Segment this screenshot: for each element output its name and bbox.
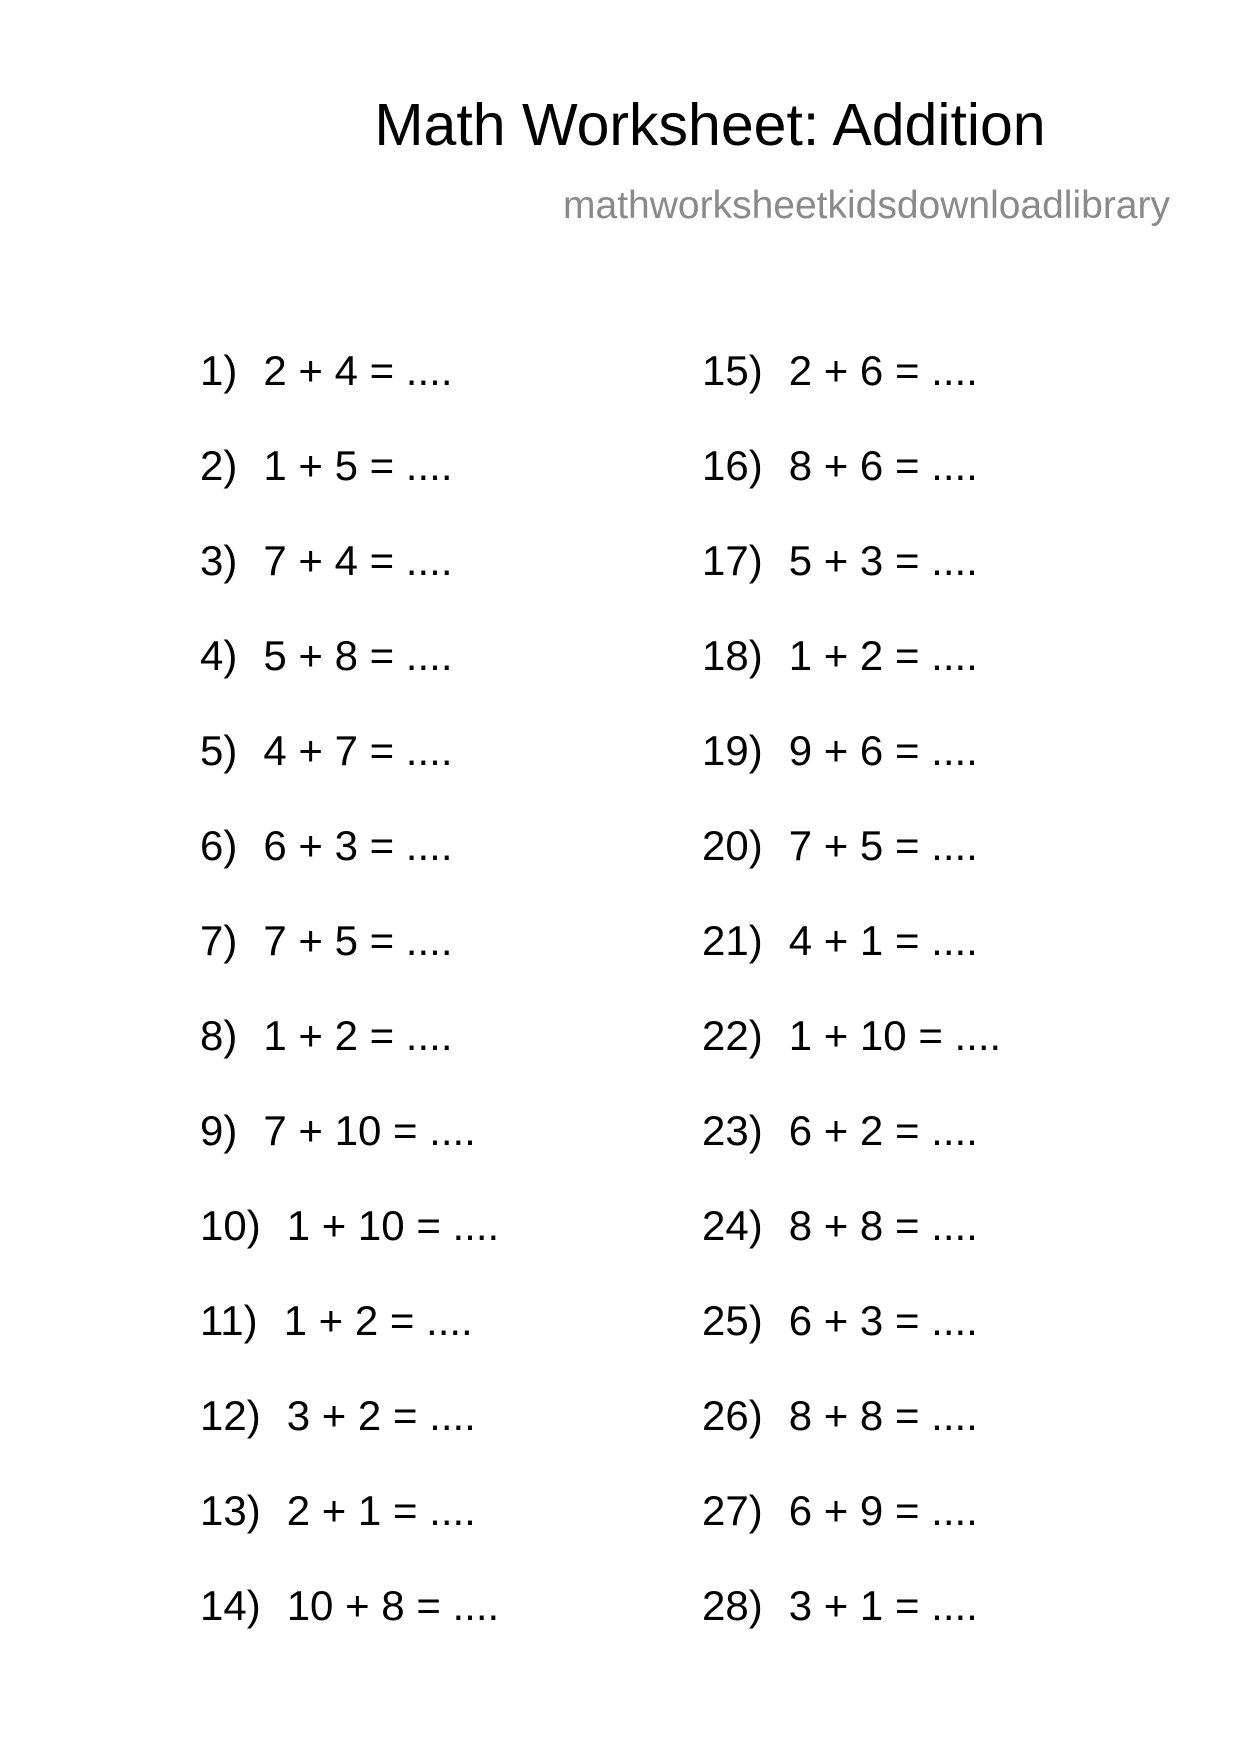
problem-28 (702, 1582, 1001, 1680)
problem-number: 1) (200, 347, 238, 394)
problem-15 (702, 347, 1001, 445)
problem-expression: 6 + 9 = .... (788, 1487, 978, 1534)
problem-number: 9) (200, 1107, 238, 1154)
problem-27 (702, 1487, 1001, 1585)
worksheet-title: Math Worksheet: Addition (374, 92, 1046, 158)
problem-expression: 3 + 1 = .... (788, 1582, 978, 1629)
problem-column-left (200, 347, 500, 1680)
problem-expression: 5 + 8 = .... (263, 632, 453, 679)
problem-number: 26) (702, 1392, 763, 1439)
problem-10 (200, 1202, 500, 1300)
problem-number: 3) (200, 537, 238, 584)
problem-16 (702, 442, 1001, 540)
problem-expression: 1 + 2 = .... (788, 632, 978, 679)
problem-number: 4) (200, 632, 238, 679)
worksheet-subtitle: mathworksheetkidsdownloadlibrary (563, 184, 1170, 227)
problem-24 (702, 1202, 1001, 1300)
problem-19 (702, 727, 1001, 825)
problem-expression: 2 + 4 = .... (263, 347, 453, 394)
problem-expression: 1 + 2 = .... (263, 1012, 453, 1059)
problem-column-right (702, 347, 1002, 1680)
problem-4 (200, 632, 499, 730)
problem-expression: 9 + 6 = .... (788, 727, 978, 774)
problem-expression: 6 + 3 = .... (788, 1297, 978, 1344)
problem-9 (200, 1107, 499, 1205)
problem-expression: 1 + 5 = .... (263, 442, 453, 489)
problem-number: 7) (200, 917, 238, 964)
problem-number: 6) (200, 822, 238, 869)
problem-expression: 2 + 6 = .... (788, 347, 978, 394)
problem-expression: 7 + 10 = .... (263, 1107, 476, 1154)
problem-number: 20) (702, 822, 763, 869)
problem-3 (200, 537, 499, 635)
problem-21 (702, 917, 1001, 1015)
problem-expression: 7 + 5 = .... (263, 917, 453, 964)
problem-number: 17) (702, 537, 763, 584)
problem-14 (200, 1582, 500, 1680)
problem-number: 19) (702, 727, 763, 774)
problem-number: 2) (200, 442, 238, 489)
problem-12 (200, 1392, 499, 1490)
problem-number: 10) (200, 1202, 261, 1249)
problem-13 (200, 1487, 499, 1585)
problem-number: 11) (200, 1297, 258, 1344)
problem-expression: 7 + 4 = .... (263, 537, 453, 584)
problem-23 (702, 1107, 1001, 1205)
problem-number: 12) (200, 1392, 261, 1439)
problem-expression: 8 + 8 = .... (788, 1392, 978, 1439)
problem-6 (200, 822, 499, 920)
problem-7 (200, 917, 499, 1015)
problem-2 (200, 442, 499, 540)
problem-number: 25) (702, 1297, 763, 1344)
problem-number: 15) (702, 347, 763, 394)
problem-number: 18) (702, 632, 763, 679)
problem-expression: 3 + 2 = .... (286, 1392, 476, 1439)
problem-expression: 10 + 8 = .... (286, 1582, 500, 1629)
problem-number: 28) (702, 1582, 763, 1629)
problem-25 (702, 1297, 1001, 1395)
problem-expression: 8 + 6 = .... (788, 442, 978, 489)
problem-expression: 4 + 1 = .... (788, 917, 978, 964)
problem-18 (702, 632, 1001, 730)
problem-expression: 7 + 5 = .... (788, 822, 978, 869)
problem-number: 8) (200, 1012, 238, 1059)
problem-number: 13) (200, 1487, 261, 1534)
problem-11 (200, 1297, 499, 1395)
problem-8 (200, 1012, 499, 1110)
problem-1 (200, 347, 499, 445)
problem-expression: 2 + 1 = .... (286, 1487, 476, 1534)
problem-number: 21) (702, 917, 763, 964)
problem-expression: 4 + 7 = .... (263, 727, 453, 774)
problem-5 (200, 727, 499, 825)
problem-expression: 1 + 10 = .... (788, 1012, 1002, 1059)
problem-expression: 8 + 8 = .... (788, 1202, 978, 1249)
problem-22 (702, 1012, 1002, 1110)
problem-number: 22) (702, 1012, 763, 1059)
problem-number: 14) (200, 1582, 261, 1629)
problem-26 (702, 1392, 1001, 1490)
problem-expression: 6 + 3 = .... (263, 822, 453, 869)
problem-number: 5) (200, 727, 238, 774)
problem-expression: 6 + 2 = .... (788, 1107, 978, 1154)
problem-expression: 5 + 3 = .... (788, 537, 978, 584)
problem-number: 23) (702, 1107, 763, 1154)
problem-number: 16) (702, 442, 763, 489)
problem-expression: 1 + 2 = .... (283, 1297, 473, 1344)
problem-20 (702, 822, 1001, 920)
problem-number: 24) (702, 1202, 763, 1249)
problem-number: 27) (702, 1487, 763, 1534)
problem-17 (702, 537, 1001, 635)
problem-expression: 1 + 10 = .... (286, 1202, 500, 1249)
